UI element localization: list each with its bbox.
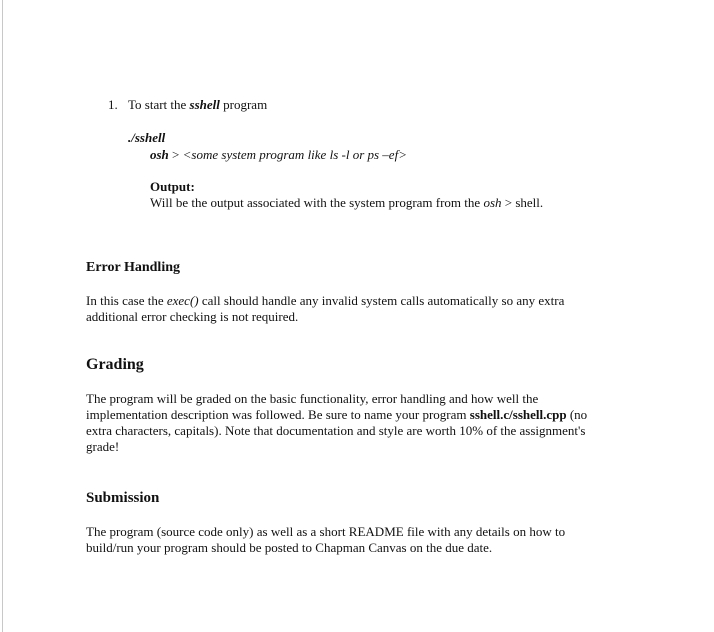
submission-heading: Submission bbox=[86, 490, 160, 506]
output-label: Output: bbox=[150, 179, 195, 194]
output-description bbox=[150, 195, 543, 211]
page-left-edge bbox=[2, 0, 3, 632]
error-handling-heading: Error Handling bbox=[86, 260, 181, 275]
program-name: sshell bbox=[189, 97, 220, 112]
error-line1-pre: In this case the bbox=[86, 293, 167, 308]
list-item-text-post: program bbox=[219, 97, 268, 112]
submission-line-1: The program (source code only) as well as a short README file with any details on how to bbox=[86, 524, 566, 539]
output-text-pre: Will be the output associated with the system program from the bbox=[150, 195, 484, 210]
error-handling-line-2: additional error checking is not required. bbox=[86, 309, 299, 324]
grading-line-4: grade! bbox=[86, 439, 120, 454]
shell-prompt-example bbox=[150, 147, 407, 163]
grading-heading: Grading bbox=[86, 356, 144, 373]
list-item-text bbox=[128, 97, 267, 113]
error-line1-post: call should handle any invalid system calls automatically so any extra bbox=[198, 293, 565, 308]
grading-line-1: The program will be graded on the basic functionality, error handling and how well the bbox=[86, 391, 539, 406]
grading-line-2 bbox=[86, 407, 587, 423]
exec-call: exec() bbox=[166, 293, 199, 308]
prompt-separator: > bbox=[168, 147, 183, 162]
submission-line-2: build/run your program should be posted to Chapman Canvas on the due date. bbox=[86, 540, 493, 555]
grading-line-3: extra characters, capitals). Note that documentation and style are worth 10% of the assignment's bbox=[86, 423, 586, 438]
output-shell-name: osh bbox=[483, 195, 502, 210]
error-handling-line-1 bbox=[86, 293, 564, 309]
list-item-number: 1. bbox=[108, 97, 118, 112]
program-filename: sshell.c/sshell.cpp bbox=[469, 407, 567, 422]
start-command: ./sshell bbox=[128, 130, 166, 145]
grading-line2-post: (no bbox=[566, 407, 588, 422]
prompt-label: osh bbox=[150, 147, 169, 162]
grading-line2-pre: implementation description was followed. Be sure to name your program bbox=[86, 407, 470, 422]
list-item-text-pre: To start the bbox=[128, 97, 190, 112]
prompt-example-command: <some system program like ls -l or ps –ef> bbox=[182, 147, 407, 162]
output-text-post: > shell. bbox=[501, 195, 544, 210]
